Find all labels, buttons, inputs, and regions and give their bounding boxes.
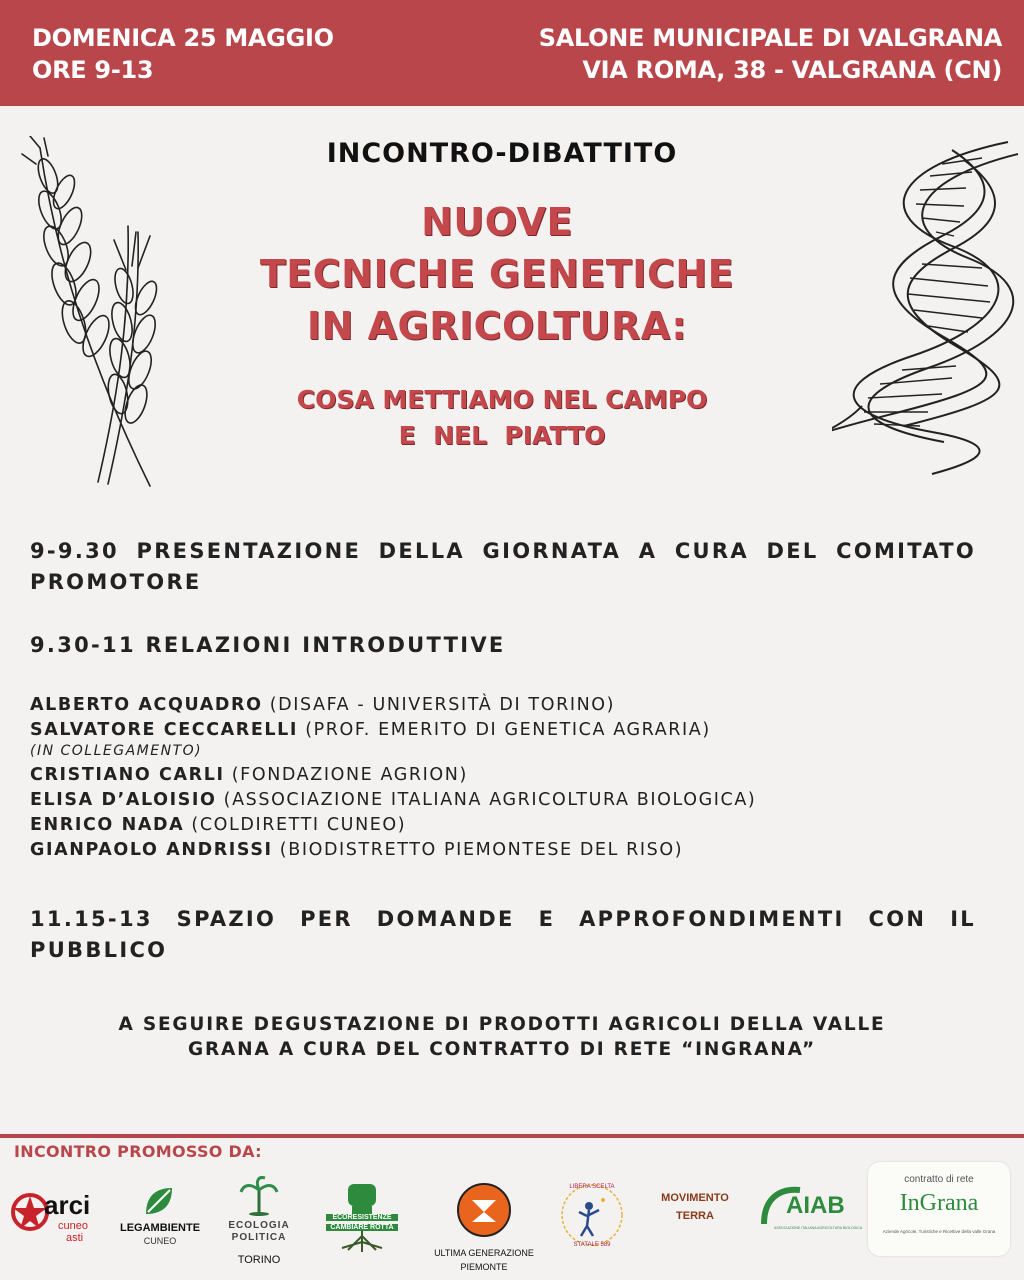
- ecologia-line: ECOLOGIA: [228, 1220, 290, 1231]
- schedule-item-talks: 9.30-11 RELAZIONI INTRODUTTIVE: [30, 633, 506, 657]
- speaker-row: [30, 788, 990, 813]
- legambiente-logo: [118, 1180, 202, 1256]
- movimento-line: MOVIMENTO: [661, 1192, 729, 1204]
- schedule-item-presentation: 9-9.30 PRESENTAZIONE DELLA GIORNATA A CURA DEL COMITATO PROMOTORE: [30, 539, 976, 594]
- speaker-row: [30, 718, 990, 743]
- palm-tree-icon: [239, 1176, 279, 1216]
- aiab-name: AIAB: [786, 1192, 845, 1219]
- event-title: [0, 196, 994, 352]
- ecoresistenze-logo: [326, 1180, 398, 1260]
- kids-circle-icon: [557, 1180, 627, 1250]
- event-title-line: TECNICHE GENETICHE: [259, 252, 735, 296]
- tasting-line: GRANA A CURA DEL CONTRATTO DI RETE “INGRANA”: [188, 1039, 816, 1060]
- speaker-affiliation: (FONDAZIONE AGRION): [224, 765, 468, 785]
- movimento-terra-logo: [650, 1190, 740, 1230]
- speaker-name: SALVATORE CECCARELLI: [30, 720, 299, 740]
- legambiente-city: CUNEO: [143, 1236, 177, 1246]
- promoted-by-label: INCONTRO PROMOSSO DA:: [14, 1142, 262, 1161]
- event-date-time: [32, 22, 334, 86]
- event-title-line: NUOVE: [421, 200, 573, 244]
- event-venue: [539, 22, 1002, 86]
- speaker-row: [30, 693, 990, 718]
- aiab-sub: ASSOCIAZIONE ITALIANA AGRICOLTURA BIOLOGICA: [774, 1226, 863, 1230]
- event-tagline: [0, 382, 1004, 454]
- speaker-row: [30, 763, 990, 788]
- libera-top: LIBERA SCELTA: [569, 1184, 615, 1190]
- venue-address: VIA ROMA, 38 - VALGRANA (CN): [582, 56, 1002, 84]
- ecoresistenze-line: CAMBIARE ROTTA: [326, 1224, 398, 1231]
- ecoresistenze-line: ECORESISTENZE: [326, 1214, 398, 1221]
- event-kind: INCONTRO-DIBATTITO: [326, 138, 678, 169]
- ecologia-city: TORINO: [237, 1254, 281, 1266]
- ultima-line: ULTIMA GENERAZIONE: [434, 1248, 534, 1258]
- speaker-affiliation: (DISAFA - UNIVERSITÀ DI TORINO): [262, 695, 616, 715]
- ultima-line: PIEMONTE: [460, 1262, 508, 1272]
- arci-sub: asti: [66, 1232, 84, 1244]
- leaf-icon: [142, 1184, 176, 1218]
- schedule-item-questions: 11.15-13 SPAZIO PER DOMANDE E APPROFONDIMENTI CON IL PUBBLICO: [30, 907, 976, 962]
- event-tagline-line: E NEL PIATTO: [398, 421, 606, 450]
- ecologia-line: POLITICA: [231, 1232, 287, 1243]
- event-date: DOMENICA 25 MAGGIO: [32, 24, 334, 52]
- hourglass-circle-icon: [456, 1182, 512, 1238]
- speaker-affiliation: (ASSOCIAZIONE ITALIANA AGRICOLTURA BIOLOGICA): [216, 790, 757, 810]
- libera-bottom: STATALE 589: [573, 1242, 611, 1248]
- speaker-row: [30, 813, 990, 838]
- speaker-row: [30, 838, 990, 863]
- event-tagline-line: COSA METTIAMO NEL CAMPO: [296, 385, 708, 414]
- ecologia-politica-logo: [220, 1174, 298, 1274]
- venue-name: SALONE MUNICIPALE DI VALGRANA: [538, 24, 1002, 52]
- arci-logo: [10, 1186, 100, 1256]
- ingrana-logo: [868, 1162, 1010, 1256]
- ingrana-name: InGrana: [899, 1190, 979, 1216]
- speaker-name: ENRICO NADA: [30, 815, 185, 835]
- ingrana-sub: Aziende Agricole, Turistiche e Ricettive della valle Grana: [882, 1229, 996, 1234]
- speaker-note: (IN COLLEGAMENTO): [30, 743, 203, 759]
- movimento-line: TERRA: [676, 1210, 714, 1222]
- tasting-line: A SEGUIRE DEGUSTAZIONE DI PRODOTTI AGRICOLI DELLA VALLE: [118, 1014, 886, 1035]
- speaker-name: ELISA D’ALOISIO: [30, 790, 217, 810]
- speaker-affiliation: (COLDIRETTI CUNEO): [184, 815, 407, 835]
- speaker-name: ALBERTO ACQUADRO: [30, 695, 263, 715]
- speakers-list: [30, 693, 990, 863]
- tasting-note: [0, 1012, 1004, 1062]
- ingrana-top: contratto di rete: [904, 1174, 974, 1185]
- libera-scelta-logo: [556, 1180, 628, 1256]
- legambiente-name: LEGAMBIENTE: [119, 1222, 201, 1234]
- event-title-line: IN AGRICOLTURA:: [306, 304, 688, 348]
- speaker-name: GIANPAOLO ANDRISSI: [30, 840, 273, 860]
- aiab-logo: [760, 1180, 863, 1240]
- footer-divider: [0, 1134, 1024, 1138]
- promoter-logos: [0, 1160, 1024, 1280]
- arci-word: arci: [44, 1190, 91, 1220]
- header-bar: [0, 0, 1024, 106]
- speaker-affiliation: (BIODISTRETTO PIEMONTESE DEL RISO): [272, 840, 684, 860]
- ultima-generazione-logo: [424, 1182, 544, 1278]
- event-time: ORE 9-13: [32, 56, 154, 84]
- arci-sub: cuneo: [58, 1220, 88, 1232]
- speaker-affiliation: (PROF. EMERITO DI GENETICA AGRARIA): [298, 720, 711, 740]
- speaker-name: CRISTIANO CARLI: [30, 765, 225, 785]
